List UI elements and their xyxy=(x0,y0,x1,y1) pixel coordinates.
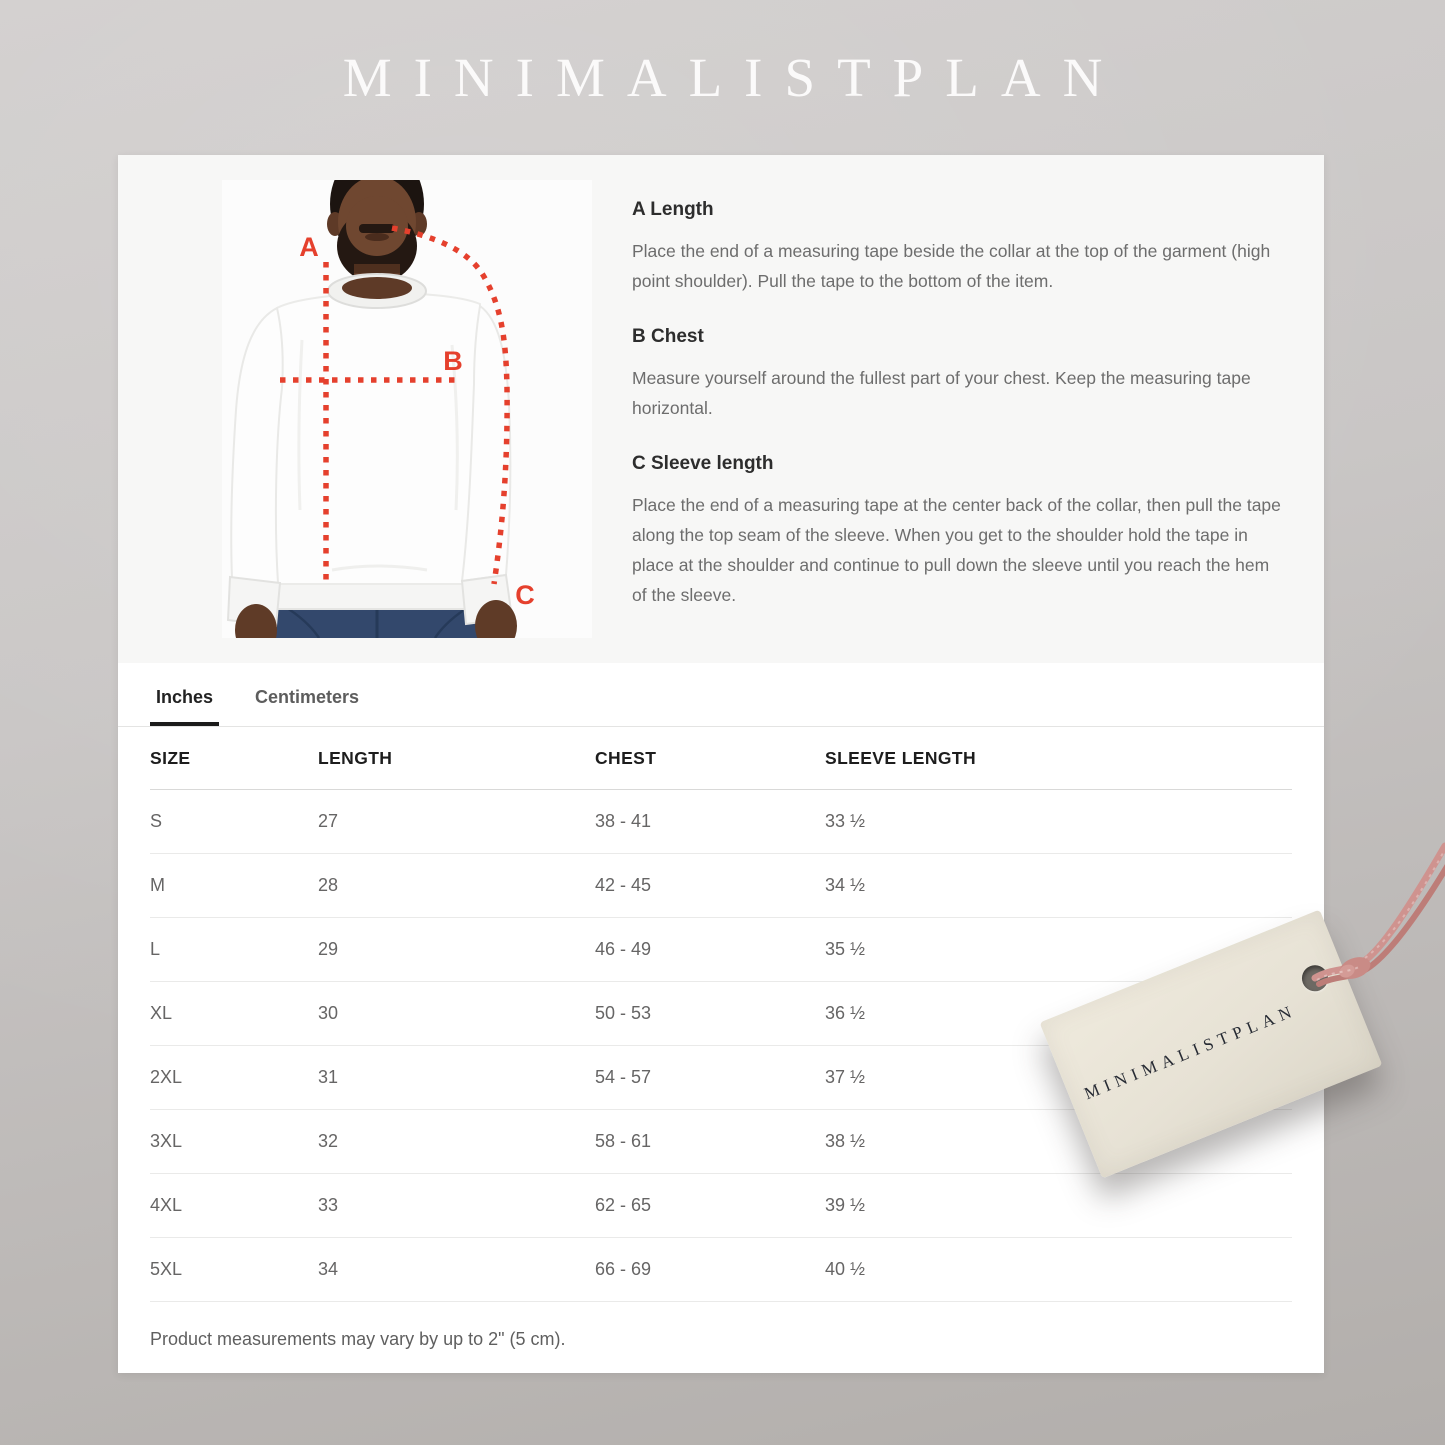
hangtag-brand-label: MINIMALISTPLAN xyxy=(1081,1000,1300,1104)
label-a: A xyxy=(299,232,319,262)
cell-size: 3XL xyxy=(150,1131,183,1151)
brand-title: MINIMALISTPLAN xyxy=(342,47,1125,108)
instruction-heading-chest: B Chest xyxy=(632,326,704,347)
cell-length: 30 xyxy=(318,1003,339,1023)
cell-length: 28 xyxy=(318,875,339,895)
cell-sleeve-length: 36 ½ xyxy=(825,1003,866,1023)
instruction-body-length: Place the end of a measuring tape beside the collar at the top of the garment (high point shoulder). Pull the tape to the bottom of the item. xyxy=(632,241,1271,291)
model-sweatshirt xyxy=(228,274,512,626)
cell-chest: 66 - 69 xyxy=(595,1259,652,1279)
cell-size: 4XL xyxy=(150,1195,183,1215)
instruction-heading-length: A Length xyxy=(632,199,714,220)
instruction-body-sleeve: Place the end of a measuring tape at the center back of the collar, then pull the tape along the top seam of the sleeve. When you get to the shoulder hold the tape in place at the shoulder and continue to pull down the sleeve until you reach the hem of the sleeve. xyxy=(632,495,1281,605)
cell-length: 27 xyxy=(318,811,339,831)
cell-sleeve-length: 39 ½ xyxy=(825,1195,866,1215)
measuring-instructions xyxy=(632,199,1287,610)
measurement-disclaimer: Product measurements may vary by up to 2" (5 cm). xyxy=(118,1302,1324,1350)
cell-size: L xyxy=(150,939,161,959)
table-row xyxy=(150,854,1292,918)
label-c: C xyxy=(515,580,535,610)
cell-sleeve-length: 35 ½ xyxy=(825,939,866,959)
tab-inches[interactable]: Inches xyxy=(150,663,219,726)
table-row xyxy=(150,982,1292,1046)
cell-length: 29 xyxy=(318,939,339,959)
column-header-chest: CHEST xyxy=(595,747,657,768)
table-row xyxy=(150,1110,1292,1174)
measure-section xyxy=(118,155,1324,663)
cell-size: 5XL xyxy=(150,1259,183,1279)
column-header-size: SIZE xyxy=(150,747,191,768)
cell-chest: 62 - 65 xyxy=(595,1195,652,1215)
table-row xyxy=(150,918,1292,982)
table-row xyxy=(150,1174,1292,1238)
cell-size: M xyxy=(150,875,165,895)
cell-sleeve-length: 40 ½ xyxy=(825,1259,866,1279)
cell-length: 32 xyxy=(318,1131,339,1151)
cell-sleeve-length: 34 ½ xyxy=(825,875,866,895)
cell-size: 2XL xyxy=(150,1067,183,1087)
instruction-heading-sleeve: C Sleeve length xyxy=(632,453,774,474)
table-row xyxy=(150,790,1292,854)
cell-chest: 58 - 61 xyxy=(595,1131,652,1151)
cell-length: 34 xyxy=(318,1259,339,1279)
tab-centimeters[interactable]: Centimeters xyxy=(255,687,360,707)
table-header-row xyxy=(150,727,1292,790)
label-b: B xyxy=(443,346,463,376)
model-measurement-photo xyxy=(222,180,592,638)
cell-length: 33 xyxy=(318,1195,339,1215)
column-header-length: LENGTH xyxy=(318,747,393,768)
column-header-sleeve-length: SLEEVE LENGTH xyxy=(825,747,977,768)
cell-chest: 38 - 41 xyxy=(595,811,652,831)
cell-sleeve-length: 33 ½ xyxy=(825,811,866,831)
unit-tabs xyxy=(118,663,1324,727)
cell-chest: 50 - 53 xyxy=(595,1003,652,1023)
hangtag-string xyxy=(1295,818,1445,995)
table-row xyxy=(150,1238,1292,1302)
table-row xyxy=(150,1046,1292,1110)
cell-chest: 42 - 45 xyxy=(595,875,652,895)
cell-size: S xyxy=(150,811,163,831)
cell-length: 31 xyxy=(318,1067,339,1087)
cell-chest: 54 - 57 xyxy=(595,1067,652,1087)
cell-sleeve-length: 38 ½ xyxy=(825,1131,866,1151)
cell-size: XL xyxy=(150,1003,173,1023)
instruction-body-chest: Measure yourself around the fullest part of your chest. Keep the measuring tape horizontal. xyxy=(632,368,1251,418)
cell-sleeve-length: 37 ½ xyxy=(825,1067,866,1087)
size-table xyxy=(118,727,1324,1302)
cell-chest: 46 - 49 xyxy=(595,939,652,959)
size-guide-card xyxy=(118,155,1324,1373)
